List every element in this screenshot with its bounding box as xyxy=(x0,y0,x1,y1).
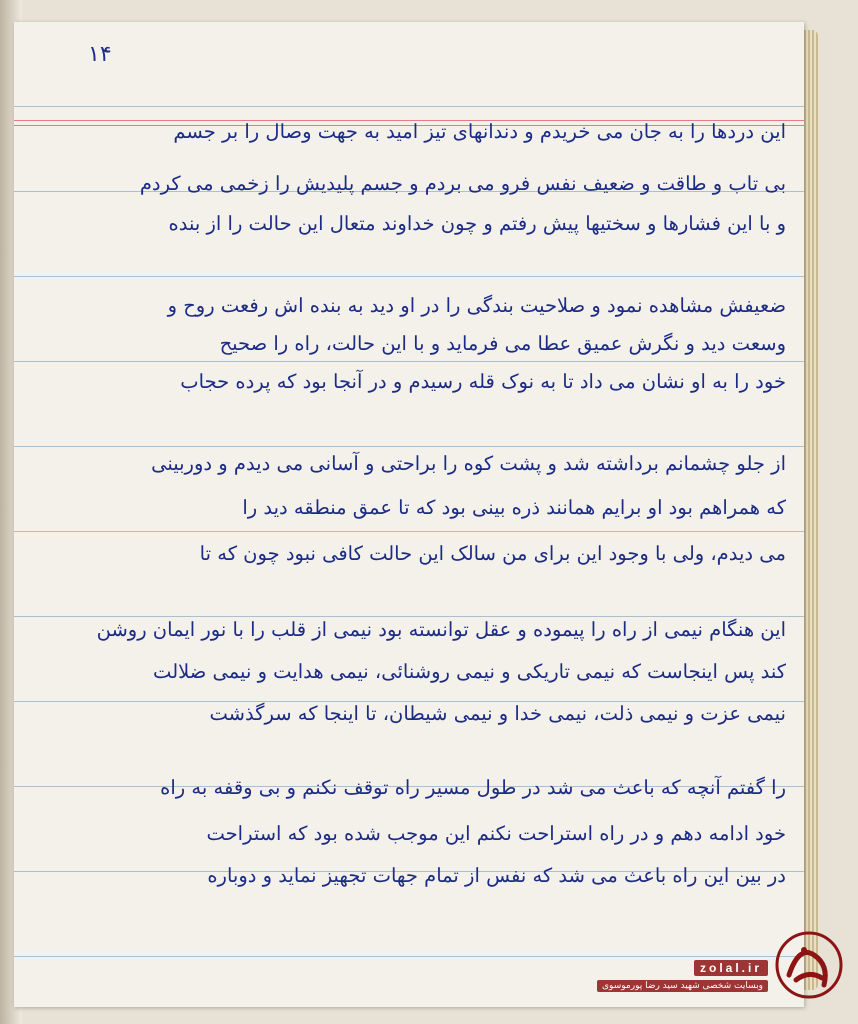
notebook-page xyxy=(14,22,804,1007)
handwritten-line: از جلو چشمانم برداشته شد و پشت کوه را براحتی و آسانی می دیدم و دوربینی xyxy=(151,452,786,475)
handwritten-line: وسعت دید و نگرش عمیق عطا می فرماید و با این حالت، راه را صحیح xyxy=(219,332,786,355)
page-number: ۱۴ xyxy=(88,42,112,67)
handwritten-line: که همراهم بود او برایم همانند ذره بینی بود که تا عمق منطقه دید را xyxy=(242,496,786,519)
watermark-site: zolal.ir xyxy=(694,960,768,976)
watermark xyxy=(602,930,844,1000)
handwritten-line: خود را به او نشان می داد تا به نوک قله رسیدم و در آنجا بود که پرده حجاب xyxy=(180,370,786,393)
handwritten-line: کند پس اینجاست که نیمی تاریکی و نیمی روشنائی، نیمی هدایت و نیمی ضلالت xyxy=(153,660,786,683)
handwritten-line: ضعیفش مشاهده نمود و صلاحیت بندگی را در او دید به بنده اش رفعت روح و xyxy=(167,294,786,317)
handwritten-line: در بین این راه باعث می شد که نفس از تمام جهات تجهیز نماید و دوباره xyxy=(207,864,786,887)
handwritten-line: می دیدم، ولی با وجود این برای من سالک این حالت کافی نبود چون که تا xyxy=(199,542,786,565)
handwritten-line: نیمی عزت و نیمی ذلت، نیمی خدا و نیمی شیطان، تا اینجا که سرگذشت xyxy=(209,702,786,725)
handwritten-line: خود ادامه دهم و در راه استراحت نکنم این موجب شده بود که استراحت xyxy=(206,822,786,845)
handwritten-line: بی تاب و طاقت و ضعیف نفس فرو می بردم و جسم پلیدیش را زخمی می کردم xyxy=(139,172,786,195)
handwritten-line: را گفتم آنچه که باعث می شد در طول مسیر راه توقف نکنم و بی وقفه به راه xyxy=(160,776,786,799)
watermark-caption: وبسایت شخصی شهید سید رضا پورموسوی xyxy=(597,980,768,992)
handwritten-line: این هنگام نیمی از راه را پیموده و عقل توانسته بود نیمی از قلب را با نور ایمان روشن xyxy=(96,618,786,641)
zolal-logo-icon xyxy=(774,930,844,1000)
handwritten-line: این دردها را به جان می خریدم و دندانهای تیز امید به جهت وصال را بر جسم xyxy=(173,120,786,143)
handwritten-line: و با این فشارها و سختیها پیش رفتم و چون خداوند متعال این حالت را از بنده xyxy=(168,212,786,235)
